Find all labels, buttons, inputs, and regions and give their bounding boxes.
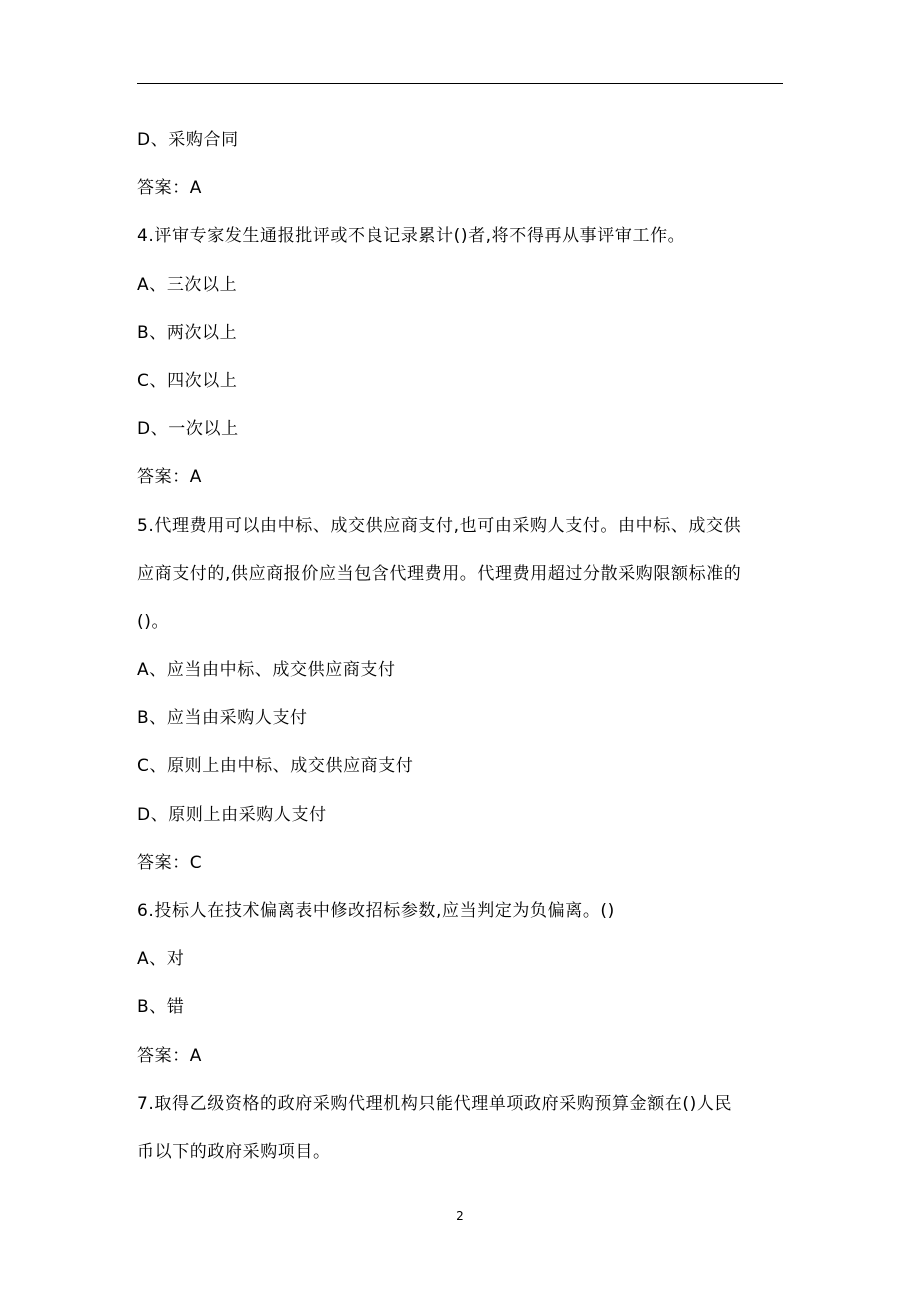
page-number: 2 xyxy=(456,1209,464,1223)
question-4: 4.评审专家发生通报批评或不良记录累计()者,将不得再从事评审工作。 xyxy=(137,226,686,247)
question-5-option-c: C、原则上由中标、成交供应商支付 xyxy=(137,756,414,777)
page-body xyxy=(137,116,787,1176)
question-4-option-a: A、三次以上 xyxy=(137,274,238,295)
question-4-answer: 答案：A xyxy=(137,467,203,488)
question-4-option-c: C、四次以上 xyxy=(137,370,238,391)
question-7-line-2: 币以下的政府采购项目。 xyxy=(137,1141,331,1162)
question-4-option-b: B、两次以上 xyxy=(137,322,238,343)
question-5-line-1: 5.代理费用可以由中标、成交供应商支付,也可由采购人支付。由中标、成交供 xyxy=(137,515,742,536)
option-d-previous: D、采购合同 xyxy=(137,130,239,150)
question-5-option-a: A、应当由中标、成交供应商支付 xyxy=(137,660,396,681)
question-6-option-a: A、对 xyxy=(137,949,185,970)
question-4-option-d: D、一次以上 xyxy=(137,419,239,440)
question-6-answer: 答案：A xyxy=(137,1045,203,1066)
question-5-option-d: D、原则上由采购人支付 xyxy=(137,804,327,825)
header-divider xyxy=(137,83,783,84)
question-7-line-1: 7.取得乙级资格的政府采购代理机构只能代理单项政府采购预算金额在()人民 xyxy=(137,1093,733,1114)
question-5-line-3: ()。 xyxy=(137,611,170,632)
question-5-answer: 答案：C xyxy=(137,852,203,873)
question-5-option-b: B、应当由采购人支付 xyxy=(137,708,308,729)
question-6: 6.投标人在技术偏离表中修改招标参数,应当判定为负偏离。() xyxy=(137,901,615,921)
question-5-line-2: 应商支付的,供应商报价应当包含代理费用。代理费用超过分散采购限额标准的 xyxy=(137,563,742,584)
question-6-option-b: B、错 xyxy=(137,997,185,1018)
answer-previous: 答案：A xyxy=(137,178,203,199)
